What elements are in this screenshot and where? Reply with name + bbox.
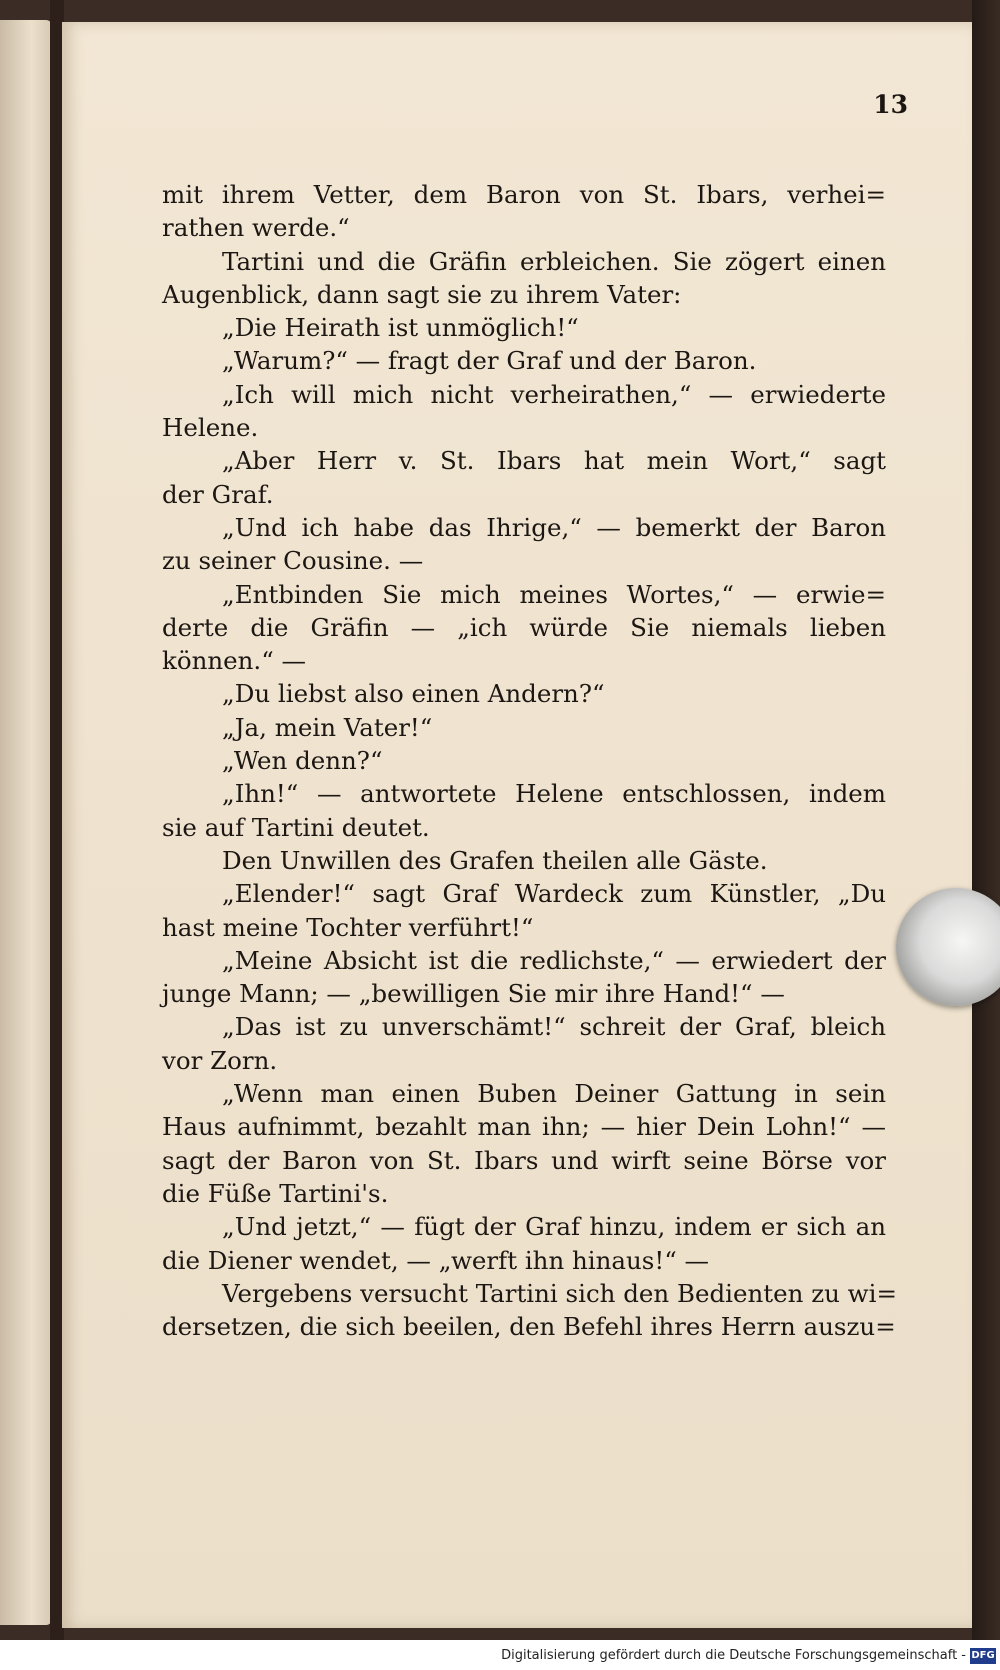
text-line: „Und jetzt,“ — fügt der Graf hinzu, indem er sich an — [222, 1212, 886, 1242]
text-line: „Das ist zu unverschämt!“ schreit der Graf, bleich — [222, 1012, 886, 1042]
left-page-edge — [0, 20, 52, 1625]
text-line: mit ihrem Vetter, dem Baron von St. Ibars, verhei= — [162, 180, 886, 209]
text-line: können.“ — — [162, 646, 307, 676]
text-line: die Diener wendet, — „werft ihn hinaus!“ — — [162, 1245, 710, 1275]
text-line: „Wen denn?“ — [222, 746, 383, 776]
text-line: Helene. — [162, 413, 259, 443]
text-line: rathen werde.“ — [162, 213, 350, 243]
text-line: junge Mann; — „bewilligen Sie mir ihre Hand!“ — — [162, 979, 785, 1009]
text-line: „Ihn!“ — antwortete Helene entschlossen, indem — [222, 779, 886, 809]
text-line: „Wenn man einen Buben Deiner Gattung in sein — [222, 1079, 886, 1109]
text-line: „Die Heirath ist unmöglich!“ — [222, 313, 579, 343]
text-line: „Meine Absicht ist die redlichste,“ — erwiedert der — [222, 945, 886, 975]
text-line: „Du liebst also einen Andern?“ — [222, 679, 605, 709]
digitization-footer — [0, 1640, 1000, 1670]
text-line: sagt der Baron von St. Ibars und wirft seine Börse vor — [162, 1145, 886, 1175]
text-line: Den Unwillen des Grafen theilen alle Gäste. — [222, 845, 768, 875]
text-line: „Ich will mich nicht verheirathen,“ — erwiederte — [222, 379, 886, 409]
page-number: 13 — [873, 90, 908, 119]
text-line: „Warum?“ — fragt der Graf und der Baron. — [222, 346, 757, 376]
text-line: derte die Gräfin — „ich würde Sie niemals lieben — [162, 612, 886, 642]
text-line: sie auf Tartini deutet. — [162, 812, 430, 842]
text-line: dersetzen, die sich beeilen, den Befehl ihres Herrn auszu= — [162, 1312, 896, 1342]
text-line: Haus aufnimmt, bezahlt man ihn; — hier Dein Lohn!“ — — [162, 1112, 886, 1142]
text-line: die Füße Tartini's. — [162, 1178, 389, 1208]
text-line: „Aber Herr v. St. Ibars hat mein Wort,“ sagt — [222, 446, 886, 476]
right-background — [972, 0, 1000, 1670]
page-text — [162, 178, 898, 1343]
dfg-logo: DFG — [970, 1648, 996, 1664]
text-line: Vergebens versucht Tartini sich den Bedienten zu wi= — [222, 1278, 898, 1308]
text-line: der Graf. — [162, 479, 274, 509]
text-line: „Elender!“ sagt Graf Wardeck zum Künstler, „Du — [222, 879, 886, 909]
text-line: Tartini und die Gräfin erbleichen. Sie zögert einen — [222, 246, 886, 276]
text-line: „Und ich habe das Ihrige,“ — bemerkt der Baron — [222, 512, 886, 542]
text-line: vor Zorn. — [162, 1045, 278, 1075]
footer-credit: Digitalisierung gefördert durch die Deutsche Forschungsgemeinschaft - — [501, 1648, 966, 1663]
text-line: „Entbinden Sie mich meines Wortes,“ — erwie= — [222, 579, 886, 609]
text-line: „Ja, mein Vater!“ — [222, 712, 433, 742]
text-line: hast meine Tochter verführt!“ — [162, 912, 534, 942]
text-line: zu seiner Cousine. — — [162, 546, 424, 576]
text-line: Augenblick, dann sagt sie zu ihrem Vater: — [162, 279, 682, 309]
